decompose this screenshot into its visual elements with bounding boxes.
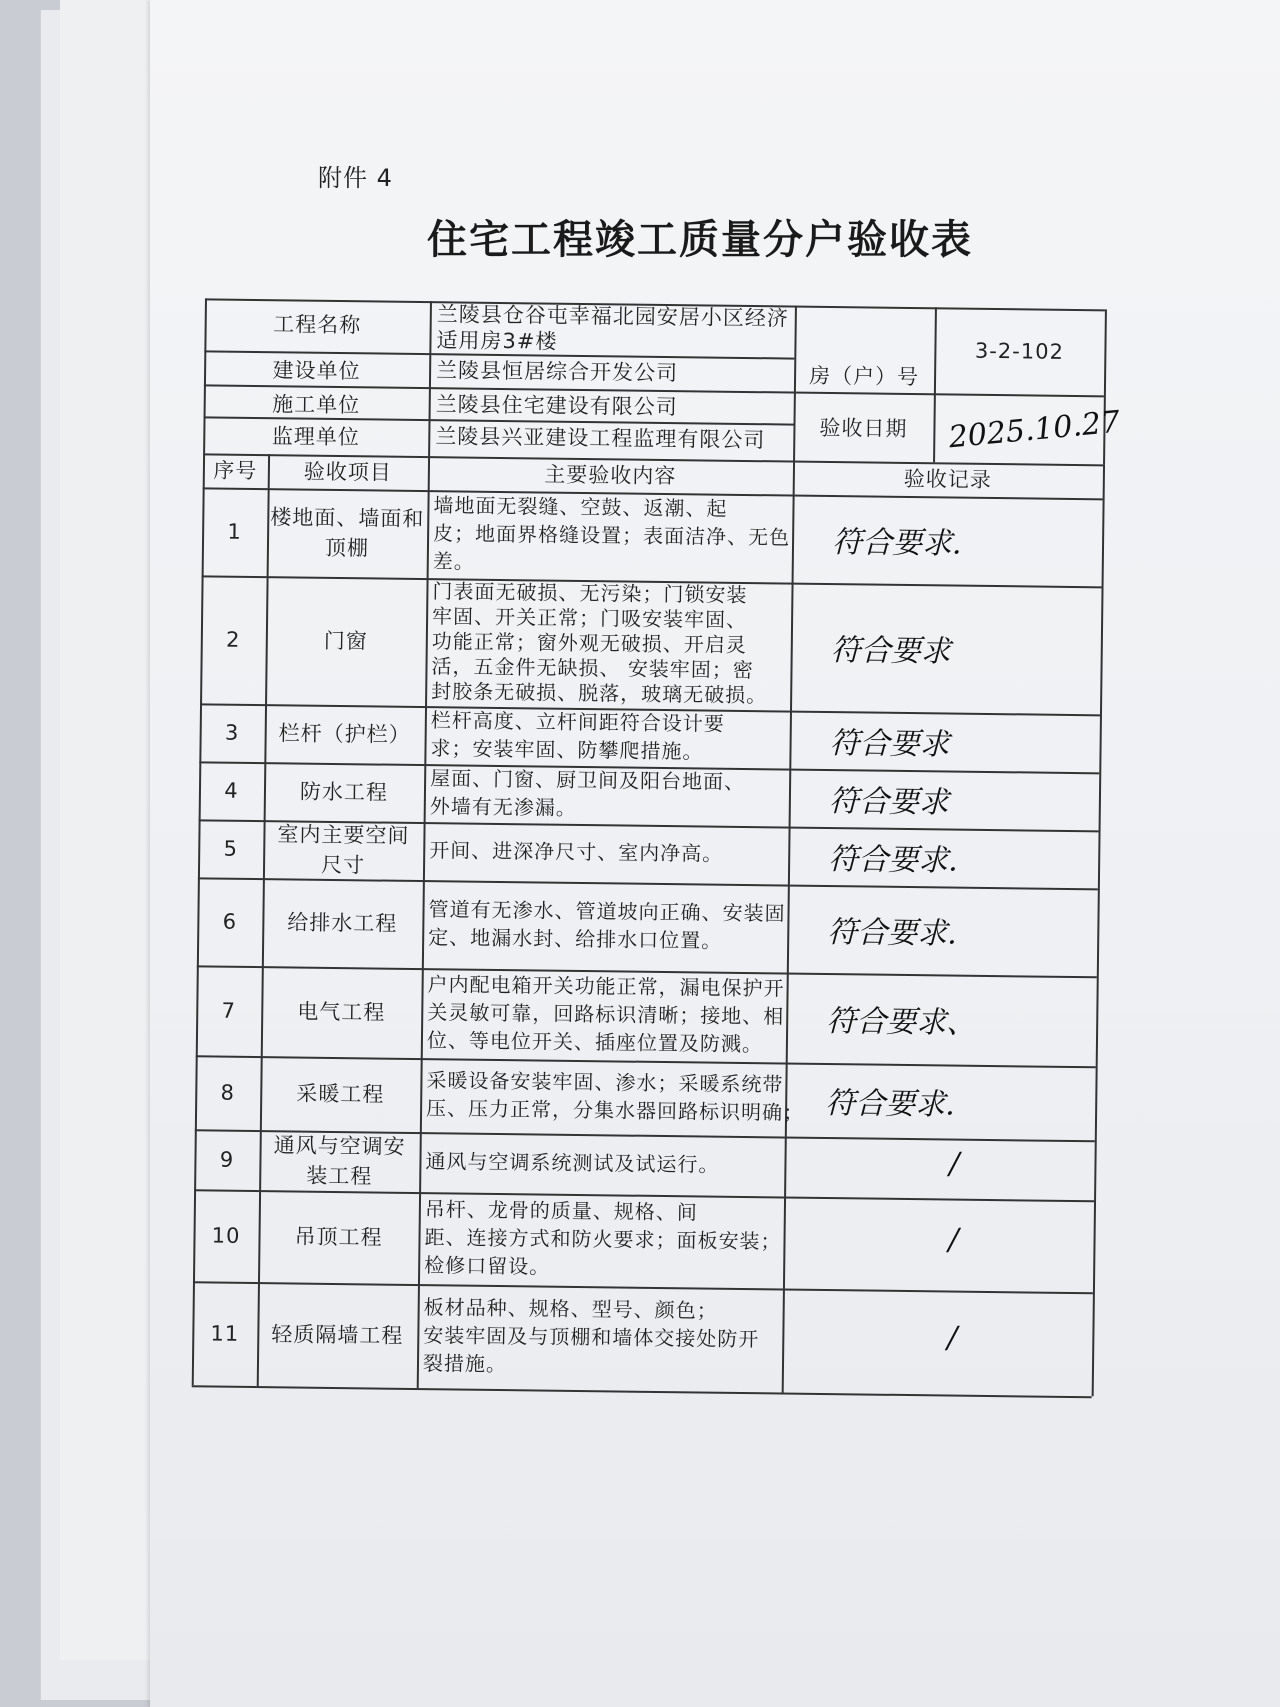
acceptance-form bbox=[160, 298, 1215, 1526]
row-number: 11 bbox=[210, 1321, 240, 1346]
row-number: 2 bbox=[225, 627, 241, 652]
row-record: / bbox=[947, 1320, 958, 1356]
row-content: 封胶条无破损、脱落，玻璃无破损。 bbox=[431, 678, 768, 707]
row-content: 板材品种、规格、型号、颜色； bbox=[423, 1295, 718, 1323]
supervisor-value: 兰陵县兴亚建设工程监理有限公司 bbox=[435, 424, 766, 453]
row-content: 牢固、开关正常；门吸安装牢固、 bbox=[431, 603, 748, 632]
contractor-label: 施工单位 bbox=[272, 392, 361, 418]
date-label: 验收日期 bbox=[819, 415, 908, 441]
table-line bbox=[192, 1385, 1092, 1397]
room-value: 3-2-102 bbox=[974, 338, 1065, 364]
row-record: 符合要求、 bbox=[825, 1004, 977, 1041]
row-item: 防水工程 bbox=[299, 779, 389, 805]
row-item: 通风与空调安 bbox=[273, 1133, 406, 1159]
row-item: 尺寸 bbox=[320, 852, 366, 878]
row-item: 电气工程 bbox=[297, 999, 386, 1025]
supervisor-label: 监理单位 bbox=[271, 424, 360, 450]
row-item: 楼地面、墙面和 bbox=[270, 505, 425, 532]
col-header-item: 验收项目 bbox=[303, 459, 393, 485]
project-name-value-cont: 适用房3#楼 bbox=[436, 328, 558, 354]
row-item: 室内主要空间 bbox=[277, 822, 410, 848]
room-label: 房（户）号 bbox=[808, 363, 920, 390]
row-content: 活，五金件无缺损、 安装牢固；密 bbox=[431, 653, 755, 682]
col-header-record: 验收记录 bbox=[903, 466, 992, 492]
builder-label: 建设单位 bbox=[272, 358, 361, 384]
builder-value: 兰陵县恒居综合开发公司 bbox=[435, 358, 679, 386]
row-content: 开间、进深净尺寸、室内净高。 bbox=[429, 838, 724, 866]
date-value: 2025.10.27 bbox=[947, 404, 1122, 456]
row-item: 吊顶工程 bbox=[294, 1224, 383, 1250]
row-record: 符合要求 bbox=[829, 726, 950, 763]
row-content: 检修口留设。 bbox=[424, 1253, 551, 1279]
col-header-content: 主要验收内容 bbox=[544, 462, 677, 489]
row-record: 符合要求 bbox=[830, 633, 951, 670]
row-item: 顶棚 bbox=[324, 535, 370, 561]
table-line bbox=[196, 1055, 1096, 1067]
row-content: 通风与空调系统测试及试运行。 bbox=[425, 1149, 720, 1177]
row-content: 裂措施。 bbox=[422, 1351, 508, 1377]
row-number: 8 bbox=[220, 1080, 236, 1105]
row-item: 栏杆（护栏） bbox=[278, 721, 411, 747]
row-record: 符合要求. bbox=[827, 842, 958, 879]
row-content: 差。 bbox=[432, 549, 475, 574]
row-content: 墙地面无裂缝、空鼓、返潮、起 bbox=[433, 493, 728, 521]
row-content: 距、连接方式和防火要求；面板安装； bbox=[424, 1225, 782, 1254]
row-number: 4 bbox=[224, 778, 239, 803]
row-record: 符合要求. bbox=[831, 525, 962, 562]
table-line bbox=[193, 1281, 1093, 1293]
row-number: 7 bbox=[221, 998, 237, 1023]
col-header-no: 序号 bbox=[213, 458, 258, 484]
row-content: 皮；地面界格缝设置；表面洁净、无色 bbox=[432, 521, 791, 550]
table-line bbox=[1092, 464, 1105, 1396]
row-content: 功能正常；窗外观无破损、开启灵 bbox=[431, 628, 747, 657]
row-number: 6 bbox=[222, 909, 238, 934]
row-content: 栏杆高度、立杆间距符合设计要 bbox=[430, 708, 725, 736]
contractor-value: 兰陵县住宅建设有限公司 bbox=[435, 392, 678, 420]
row-content: 吊杆、龙骨的质量、规格、间 bbox=[424, 1197, 699, 1225]
row-content: 屋面、门窗、厨卫间及阳台地面、 bbox=[430, 766, 746, 795]
row-number: 9 bbox=[219, 1147, 235, 1172]
row-item: 采暖工程 bbox=[296, 1081, 385, 1107]
row-content: 采暖设备安装牢固、渗水；采暖系统带 bbox=[426, 1068, 784, 1097]
row-record: / bbox=[948, 1222, 959, 1258]
row-item: 装工程 bbox=[306, 1163, 373, 1189]
row-content: 管道有无渗水、管道坡向正确、安装固 bbox=[428, 897, 786, 926]
row-content: 求；安装牢固、防攀爬措施。 bbox=[430, 736, 704, 764]
row-number: 1 bbox=[227, 519, 242, 544]
row-content: 压、压力正常，分集水器回路标识明确； bbox=[425, 1096, 805, 1125]
row-content: 位、等电位开关、插座位置及防溅。 bbox=[426, 1028, 764, 1057]
project-name-value: 兰陵县仓谷屯幸福北园安居小区经济 bbox=[436, 302, 789, 331]
project-name-label: 工程名称 bbox=[273, 312, 362, 338]
row-record: 符合要求. bbox=[827, 915, 958, 952]
row-content: 门表面无破损、无污染；门锁安装 bbox=[432, 578, 748, 607]
row-item: 轻质隔墙工程 bbox=[271, 1322, 404, 1348]
row-content: 安装牢固及与顶棚和墙体交接处防开 bbox=[423, 1323, 760, 1352]
row-number: 10 bbox=[211, 1223, 241, 1248]
row-content: 关灵敏可靠，回路标识清晰；接地、相 bbox=[427, 1000, 785, 1029]
form-title: 住宅工程竣工质量分户验收表 bbox=[427, 217, 973, 263]
row-record: / bbox=[949, 1146, 960, 1182]
row-record: 符合要求 bbox=[828, 784, 950, 821]
attachment-label: 附件 4 bbox=[318, 164, 393, 192]
row-content: 定、地漏水封、给排水口位置。 bbox=[428, 925, 723, 953]
row-number: 5 bbox=[223, 836, 239, 861]
row-item: 门窗 bbox=[323, 628, 368, 654]
row-content: 外墙有无渗漏。 bbox=[429, 794, 577, 820]
row-item: 给排水工程 bbox=[287, 910, 398, 936]
row-record: 符合要求. bbox=[824, 1086, 955, 1123]
row-content: 户内配电箱开关功能正常，漏电保护开 bbox=[427, 972, 785, 1001]
row-number: 3 bbox=[224, 720, 240, 745]
